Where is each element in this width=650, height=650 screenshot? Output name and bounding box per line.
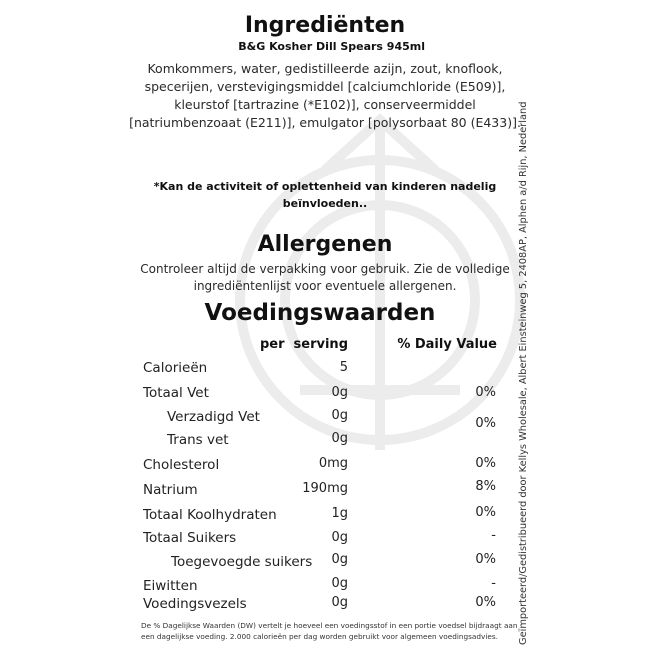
nutrient-value: 0g [331,385,348,400]
nutrient-dv: 0% [475,416,496,431]
nutrient-value: 0g [331,431,348,446]
serving-column-header: per serving [259,337,348,352]
nutrient-dv: 0% [475,505,496,520]
nutrient-value: 0mg [318,456,348,471]
nutrient-label: Cholesterol [143,457,220,473]
warning-line: *Kan de activiteit of oplettenheid van kinderen nadelig [153,180,497,193]
nutrient-dv: 0% [475,385,496,400]
allergens-line: ingrediëntenlijst voor eventuele allergenen. [193,279,457,293]
nutrient-label: Natrium [143,482,198,498]
nutrient-label: Totaal Koolhydraten [143,507,277,523]
nutrient-dv: 8% [475,479,496,494]
footnote-line: een dagelijkse voeding. 2.000 calorieën per dag worden gebruikt voor algemeen voedingsadvies. [141,632,498,641]
product-name: B&G Kosher Dill Spears 945ml [238,40,425,53]
allergens-text [0,261,650,295]
nutrition-title: Voedingswaarden [204,300,436,326]
ingredients-line: [natriumbenzoaat (E211)], emulgator [polysorbaat 80 (E433)]. [129,115,521,130]
ingredients-list [0,60,650,132]
allergens-line: Controleer altijd de verpakking voor gebruik. Zie de volledige [140,262,510,276]
nutrient-value: 0g [331,595,348,610]
nutrient-label: Toegevoegde suikers [171,554,313,570]
ingredients-title: Ingrediënten [244,13,406,38]
nutrient-label: Voedingsvezels [143,596,247,612]
warning-line: beïnvloeden.. [282,197,368,210]
allergens-title: Allergenen [257,232,393,257]
nutrient-value: 1g [331,506,348,521]
nutrient-label: Totaal Suikers [143,530,237,546]
ingredients-line: kleurstof [tartrazine (*E102)], conserveermiddel [174,97,476,112]
nutrient-value: 190mg [302,481,348,496]
nutrient-dv: 0% [475,552,496,567]
nutrient-dv: - [491,528,496,543]
importer-address: Geïmporteerd/Gedistribueerd door Kellys Wholesale, Albert Einsteinweg 5, 2408AP, Alphen a/d Rijn, Nederland [518,101,529,645]
nutrient-label: Calorieën [143,360,208,376]
nutrient-value: 0g [331,408,348,423]
daily-value-footnote [141,620,521,642]
nutrient-dv: 0% [475,595,496,610]
nutrient-value: 5 [339,360,348,375]
nutrient-dv: - [491,576,496,591]
ingredients-line: Komkommers, water, gedistilleerde azijn, zout, knoflook, [147,61,503,76]
daily-value-column-header: % Daily Value [397,337,497,352]
ingredients-line: specerijen, verstevigingsmiddel [calciumchloride (E509)], [144,79,506,94]
additive-warning [0,178,650,212]
nutrient-value: 0g [331,552,348,567]
nutrient-dv: 0% [475,456,496,471]
nutrient-label: Eiwitten [143,578,198,594]
footnote-line: De % Dagelijkse Waarden (DW) vertelt je hoeveel een voedingsstof in een portie voedsel bijdraagt aan [141,621,518,630]
nutrient-label: Totaal Vet [143,385,209,401]
nutrient-value: 0g [331,530,348,545]
nutrient-label: Trans vet [167,432,229,448]
nutrient-label: Verzadigd Vet [167,409,260,425]
nutrient-value: 0g [331,576,348,591]
